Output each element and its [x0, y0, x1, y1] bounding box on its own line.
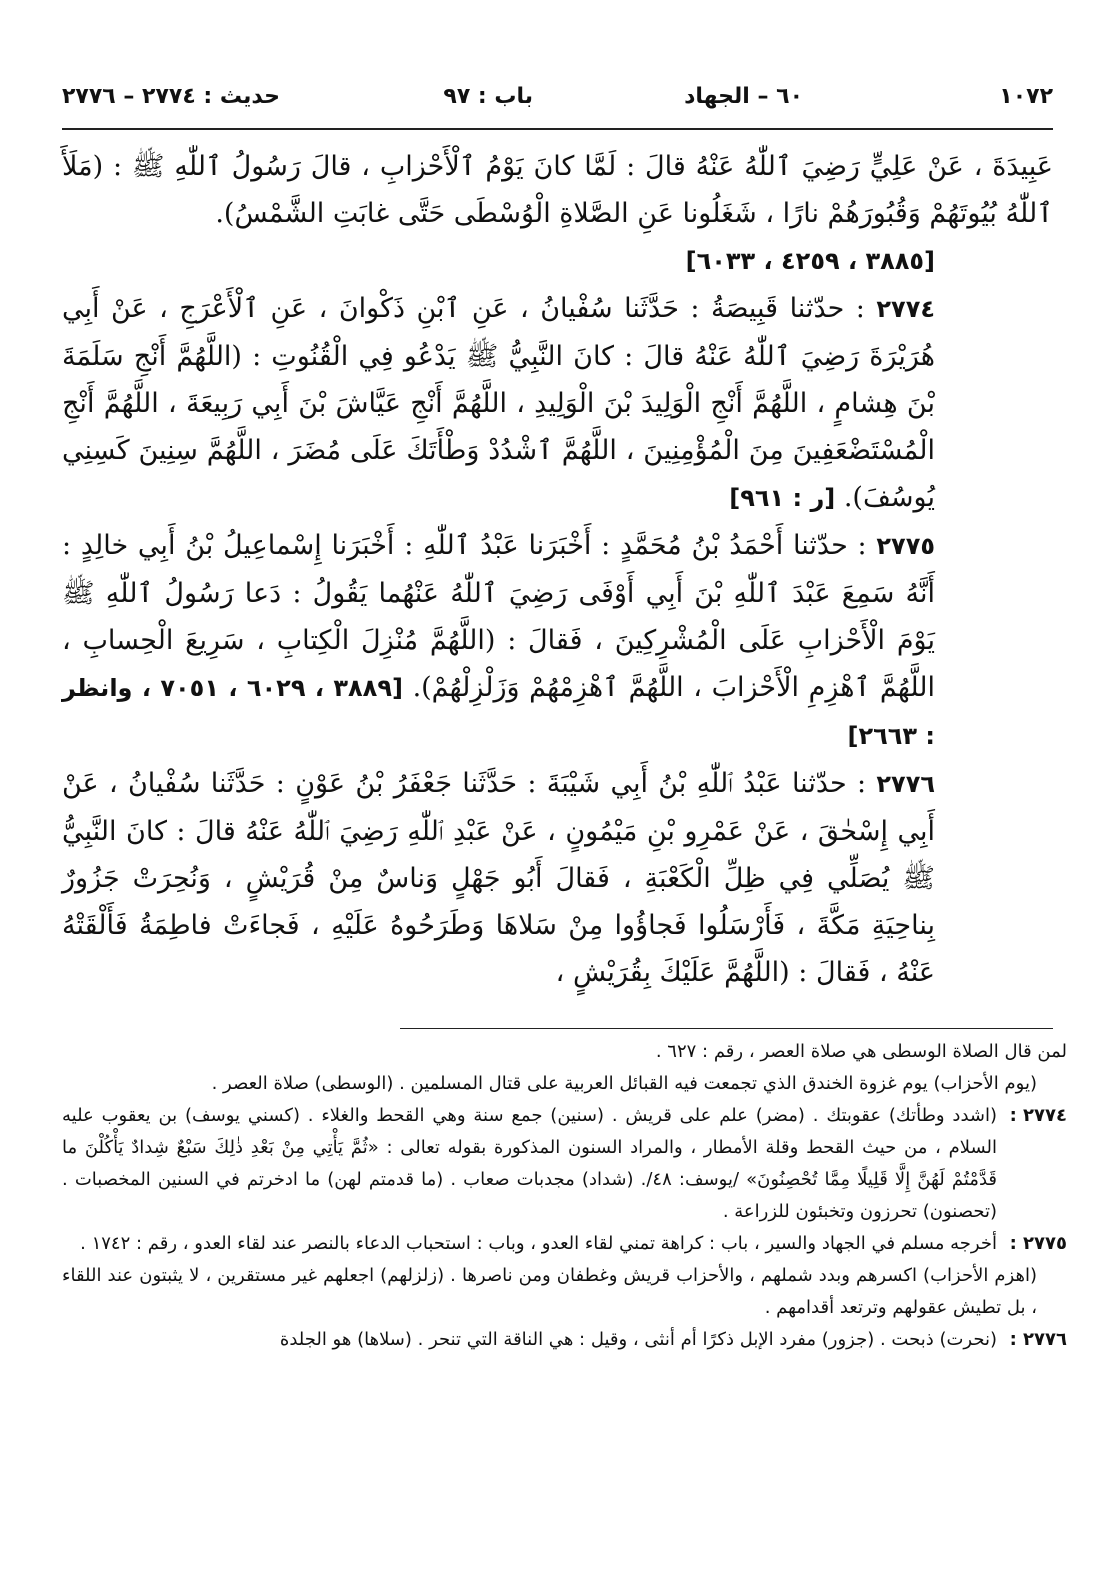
running-header — [62, 78, 1053, 118]
footnotes — [62, 1036, 1067, 1356]
note-2774-text: (اشدد وطأتك) عقوبتك . (مضر) علم على قريش . (سنين) جمع سنة وهي القحط والغلاء . (كسني يوسف) بن يعقوب عليه السلام ، من حيث القحط وقلة الأمطار ، والمراد السنون المذكورة بقوله تعالى : «ثُمَّ يَأْتِي مِنْ بَعْدِ ذٰلِكَ سَبْعٌ شِدادٌ يَأْكُلْنَ ما قَدَّمْتُمْ لَهُنَّ إِلَّا قَلِيلًا مِمَّا تُحْصِنُونَ» /يوسف: ٤٨/. (شداد) مجدبات صعاب . (ما قدمتم لهن) ما ادخرتم في السنين المخصبات . (تحصنون) تحرزون وتخبئون للزراعة . — [62, 1105, 997, 1222]
note-2776-number: ٢٧٧٦ : — [1009, 1329, 1067, 1350]
note-2775-text: أخرجه مسلم في الجهاد والسير ، باب : كراهة تمني لقاء العدو ، وباب : استحباب الدعاء بالنصر عند لقاء العدو ، رقم : ١٧٤٢ . — [80, 1233, 997, 1254]
note-2774-number: ٢٧٧٤ : — [1009, 1105, 1067, 1126]
hadith-2775-number: ٢٧٧٥ — [876, 532, 935, 560]
note-2775-sub: (اهزم الأحزاب) اكسرهم وبدد شملهم ، والأحزاب قريش وغطفان ومن ناصرها . (زلزلهم) اجعلهم غير مستقرين ، لا يثبتون عند اللقاء ، بل تطيش عقولهم وترتعد أقدامهم . — [62, 1265, 1037, 1318]
page-number: ١٠٧٢ — [999, 84, 1053, 109]
hadith-2776-text: : حدّثنا عَبْدُ ٱللّٰهِ بْنُ أَبِي شَيْبَةَ : حَدَّثَنا جَعْفَرُ بْنُ عَوْنٍ : حَدَّثَنا سُفْيانُ ، عَنْ أَبِي إِسْحٰقَ ، عَنْ عَمْرِو بْنِ مَيْمُونٍ ، عَنْ عَبْدِ ٱللّٰهِ رَضِيَ ٱللّٰهُ عَنْهُ قالَ : كانَ النَّبِيُّ ﷺ يُصَلِّي فِي ظِلِّ الْكَعْبَةِ ، فَقالَ أَبُو جَهْلٍ وَناسٌ مِنْ قُرَيْشٍ ، وَنُحِرَتْ جَزُورٌ بِناحِيَةِ مَكَّةَ ، فَأَرْسَلُوا فَجاؤُوا مِنْ سَلاهَا وَطَرَحُوهُ عَلَيْهِ ، فَجاءَتْ فاطِمَةُ فَأَلْقَتْهُ عَنْهُ ، فَقالَ : (اللَّهُمَّ عَلَيْكَ بِقُرَيْشٍ ، — [62, 768, 935, 988]
hadith-2774-refs: [ر : ٩٦١] — [729, 484, 836, 512]
footnote-divider — [400, 1028, 1053, 1029]
hadith-2775-text: : حدّثنا أَحْمَدُ بْنُ مُحَمَّدٍ : أَخْبَرَنا عَبْدُ ٱللّٰهِ : أَخْبَرَنا إِسْماعِيلُ بْنُ أَبِي خالِدٍ : أَنَّهُ سَمِعَ عَبْدَ ٱللّٰهِ بْنَ أَبِي أَوْفَى رَضِيَ ٱللّٰهُ عَنْهُما يَقُولُ : دَعا رَسُولُ ٱللّٰهِ ﷺ يَوْمَ الْأَحْزابِ عَلَى الْمُشْرِكِينَ ، فَقالَ : (اللَّهُمَّ مُنْزِلَ الْكِتابِ ، سَرِيعَ الْحِسابِ ، اللَّهُمَّ ٱهْزِمِ الْأَحْزابَ ، اللَّهُمَّ ٱهْزِمْهُمْ وَزَلْزِلْهُمْ). — [62, 530, 936, 703]
note-2774 — [62, 1100, 1067, 1228]
hadith-2773-line-1: عَبِيدَةَ ، عَنْ عَلِيٍّ رَضِيَ ٱللّٰهُ عَنْهُ قالَ : لَمَّا كانَ يَوْمُ ٱلْأَحْزابِ ، قالَ رَسُولُ ٱللّٰهِ ﷺ : (مَلَأَ — [62, 151, 1053, 182]
hadith-2774-number: ٢٧٧٤ — [876, 295, 935, 323]
note-2775 — [62, 1228, 1067, 1260]
note-2773-a: لمن قال الصلاة الوسطى هي صلاة العصر ، رقم : ٦٢٧ . — [655, 1041, 1067, 1062]
hadith-2776 — [62, 760, 1053, 996]
hadith-2773-refs-line — [62, 237, 1053, 285]
note-2773-b: (يوم الأحزاب) يوم غزوة الخندق الذي تجمعت فيه القبائل العربية على قتال المسلمين . (الوسطى) صلاة العصر . — [211, 1073, 1037, 1094]
chapter-number: باب : ٩٧ — [443, 84, 533, 109]
hadith-2773-line-2: ٱللّٰهُ بُيُوتَهُمْ وَقُبُورَهُمْ نارًا ، شَغَلُونا عَنِ الصَّلاةِ الْوُسْطَى حَتَّى غابَتِ الشَّمْسُ). — [215, 198, 1053, 229]
hadith-2774 — [62, 285, 1053, 522]
hadith-2775-refs: [٣٨٨٩ ، ٦٠٢٩ ، ٧٠٥١ ، وانظر : ٢٦٦٣] — [62, 674, 935, 750]
hadith-2775 — [62, 522, 1053, 760]
hadith-2773-refs: [٣٨٨٥ ، ٤٢٥٩ ، ٦٠٣٣] — [685, 247, 935, 275]
book-title: ٦٠ – الجهاد — [684, 84, 803, 109]
note-2776-text: (نحرت) ذبحت . (جزور) مفرد الإبل ذكرًا أم أنثى ، وقيل : هي الناقة التي تنحر . (سلاها) هو الجلدة — [279, 1329, 997, 1350]
note-2776 — [62, 1324, 1067, 1356]
hadith-2776-number: ٢٧٧٦ — [876, 770, 935, 798]
hadith-2774-text: : حدّثنا قَبِيصَةُ : حَدَّثَنا سُفْيانُ ، عَنِ ٱبْنِ ذَكْوانَ ، عَنِ ٱلْأَعْرَجِ ، عَنْ أَبِي هُرَيْرَةَ رَضِيَ ٱللّٰهُ عَنْهُ قالَ : كانَ النَّبِيُّ ﷺ يَدْعُو فِي الْقُنُوتِ : (اللَّهُمَّ أَنْجِ سَلَمَةَ بْنَ هِشامٍ ، اللَّهُمَّ أَنْجِ الْوَلِيدَ بْنَ الْوَلِيدِ ، اللَّهُمَّ أَنْجِ عَيَّاشَ بْنَ أَبِي رَبِيعَةَ ، اللَّهُمَّ أَنْجِ الْمُسْتَضْعَفِينَ مِنَ الْمُؤْمِنِينَ ، اللَّهُمَّ ٱشْدُدْ وَطْأَتَكَ عَلَى مُضَرَ ، اللَّهُمَّ سِنِينَ كَسِنِي يُوسُفَ). — [62, 293, 935, 513]
hadith-2773-continuation — [62, 143, 1053, 237]
hadith-range: حديث : ٢٧٧٤ – ٢٧٧٦ — [62, 84, 280, 109]
note-2775-number: ٢٧٧٥ : — [1009, 1233, 1067, 1254]
main-text — [62, 143, 1053, 996]
header-divider — [62, 128, 1053, 130]
